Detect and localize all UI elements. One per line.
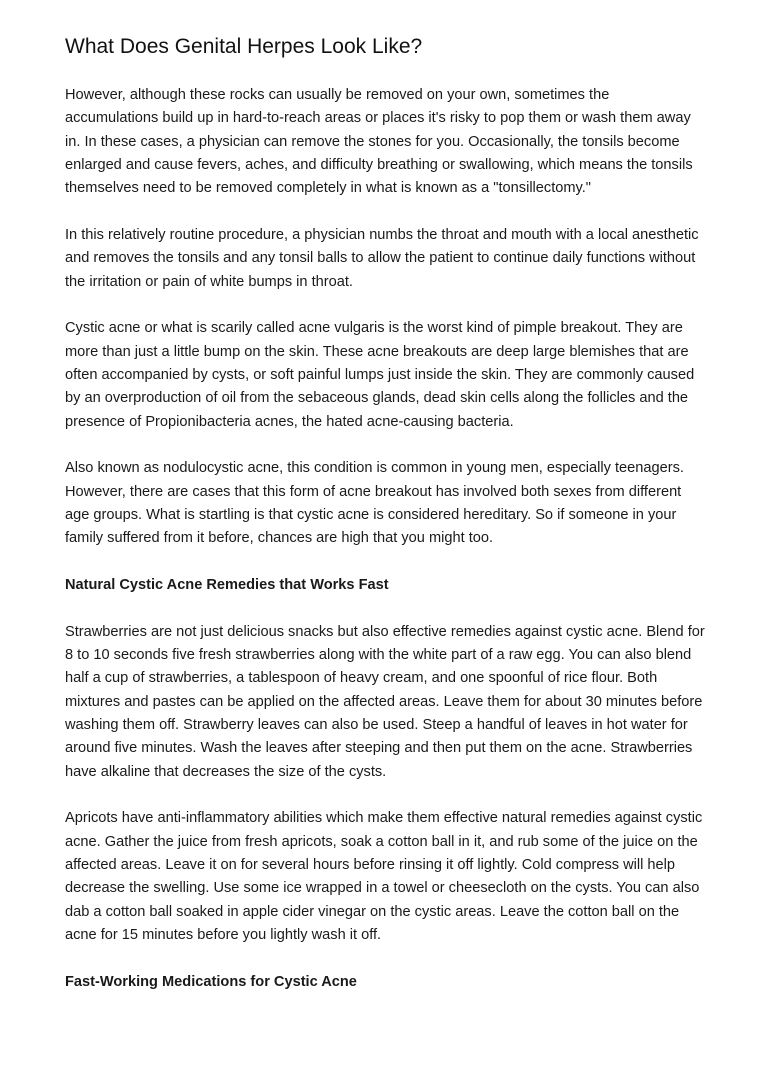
paragraph-strawberries: Strawberries are not just delicious snacks but also effective remedies against cystic acne. Blend for 8 to 10 seconds five fresh strawberries along with the white part of a raw egg. You can also blend half a cup of strawberries, a tablespoon of heavy cream, and one spoonful of rice flour. Both mixtures and pastes can be applied on the affected areas. Leave them for about 30 minutes before washing them off. Strawberry leaves can also be used. Steep a handful of leaves in hot water for around five minutes. Wash the leaves after steeping and then put them on the acne. Strawberries have alkaline that decreases the size of the cysts. xyxy=(65,623,705,780)
section-heading-remedies: Natural Cystic Acne Remedies that Works Fast xyxy=(65,577,389,594)
paragraph-tonsillectomy: In this relatively routine procedure, a physician numbs the throat and mouth with a local anesthetic and removes the tonsils and any tonsil balls to allow the patient to continue daily functions without the irritation or pain of white bumps in throat. xyxy=(65,226,699,290)
paragraph-nodulocystic-acne: Also known as nodulocystic acne, this condition is common in young men, especially teenagers. However, there are cases that this form of acne breakout has involved both sexes from different age groups. What is startling is that cystic acne is considered hereditary. So if someone in your family suffered from it before, chances are high that you might too. xyxy=(65,460,684,547)
paragraph-tonsil-stones: However, although these rocks can usually be removed on your own, sometimes the accumulations build up in hard-to-reach areas or places it's risky to pop them or wash them away in. In these cases, a physician can remove the stones for you. Occasionally, the tonsils become enlarged and cause fevers, aches, and difficulty breathing or swallowing, which means the tonsils themselves need to be removed completely in what is known as a "tonsillectomy." xyxy=(65,87,693,197)
document-page xyxy=(65,32,705,1018)
paragraph-apricots: Apricots have anti-inflammatory abilities which make them effective natural remedies against cystic acne. Gather the juice from fresh apricots, soak a cotton ball in it, and rub some of the juice on the affected areas. Leave it on for several hours before rinsing it off lightly. Cold compress will help decrease the swelling. Use some ice wrapped in a towel or cheesecloth on the cysts. You can also dab a cotton ball soaked in apple cider vinegar on the cystic areas. Leave the cotton ball on the acne for 15 minutes before you lightly wash it off. xyxy=(65,810,703,943)
section-heading-medications: Fast-Working Medications for Cystic Acne xyxy=(65,973,357,990)
page-title: What Does Genital Herpes Look Like? xyxy=(65,35,423,58)
paragraph-cystic-acne: Cystic acne or what is scarily called acne vulgaris is the worst kind of pimple breakout. They are more than just a little bump on the skin. These acne breakouts are deep large blemishes that are often accompanied by cysts, or soft painful lumps just inside the skin. They are commonly caused by an overproduction of oil from the sebaceous glands, dead skin cells along the follicles and the presence of Propionibacteria acnes, the hated acne-causing bacteria. xyxy=(65,320,695,430)
